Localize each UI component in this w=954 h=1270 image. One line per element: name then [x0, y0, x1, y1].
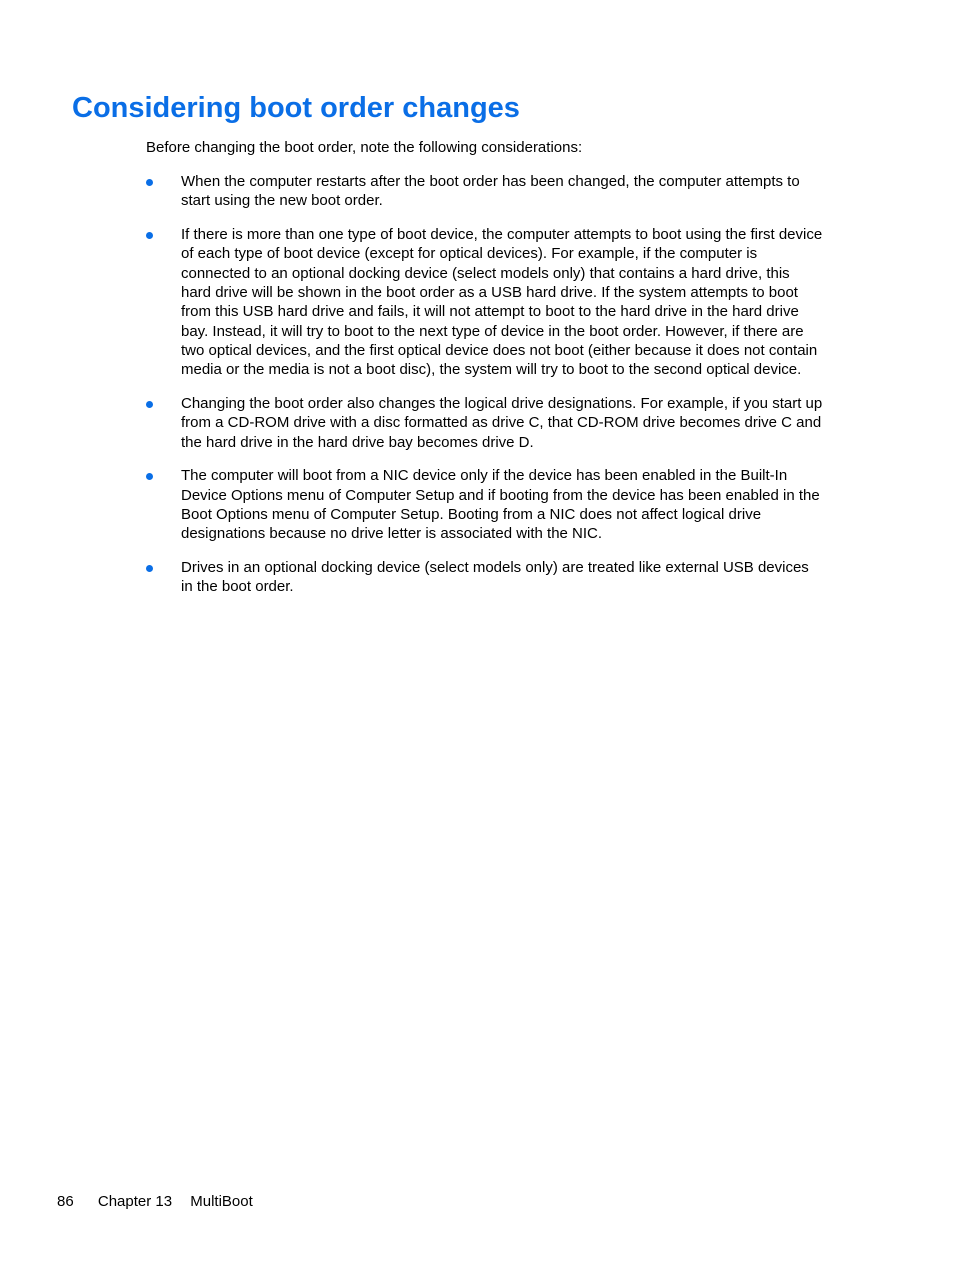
- text-line: Drives in an optional docking device (select models only) are treated like external USB devices: [181, 559, 809, 577]
- text-line: If there is more than one type of boot device, the computer attempts to boot using the first device: [181, 226, 823, 244]
- list-item-text: [181, 466, 871, 543]
- text-line: media or the media is not a boot disc), the system will try to boot to the second optical device.: [181, 361, 802, 379]
- page-number: 86: [57, 1193, 74, 1210]
- page-footer: [57, 1192, 253, 1211]
- considerations-list: [0, 172, 954, 611]
- text-line: in the boot order.: [181, 578, 294, 596]
- list-item-text: [181, 394, 871, 452]
- text-line: connected to an optional docking device (select models only) that contains a hard drive, this: [181, 264, 790, 282]
- text-line: Changing the boot order also changes the logical drive designations. For example, if you start up: [181, 394, 823, 412]
- bullet-icon: [146, 232, 153, 239]
- page-title: Considering boot order changes: [72, 92, 520, 124]
- bullet-icon: [146, 565, 153, 572]
- list-item: [0, 394, 954, 452]
- text-line: When the computer restarts after the boot order has been changed, the computer attempts to: [181, 173, 800, 190]
- text-line: from this USB hard drive and fails, it will not attempt to boot to the hard drive in the hard drive: [181, 303, 799, 321]
- text-line: of each type of boot device (except for optical devices). For example, if the computer is: [181, 245, 758, 263]
- text-line: The computer will boot from a NIC device only if the device has been enabled in the Built-In: [181, 467, 788, 485]
- list-item-text: [181, 225, 871, 379]
- bullet-icon: [146, 401, 153, 408]
- list-item-text: [181, 558, 871, 597]
- list-item-text: [181, 172, 871, 211]
- list-item: [0, 172, 954, 211]
- text-line: two optical devices, and the first optical device does not boot (either because it does not contain: [181, 341, 818, 359]
- text-line: hard drive will be shown in the boot order as a USB hard drive. If the system attempts to boot: [181, 283, 798, 301]
- text-line: designations because no drive letter is associated with the NIC.: [181, 525, 603, 543]
- bullet-icon: [146, 473, 153, 480]
- text-line: start using the new boot order.: [181, 192, 383, 210]
- list-item: [0, 225, 954, 379]
- text-line: Boot Options menu of Computer Setup. Booting from a NIC does not affect logical drive: [181, 505, 762, 523]
- text-line: bay. Instead, it will try to boot to the next type of device in the boot order. However, if there are: [181, 322, 804, 340]
- list-item: [0, 466, 954, 543]
- chapter-label: Chapter 13: [97, 1193, 173, 1210]
- text-line: Device Options menu of Computer Setup and if booting from the device has been enabled in the: [181, 486, 820, 504]
- section-label: MultiBoot: [190, 1193, 253, 1210]
- intro-paragraph: Before changing the boot order, note the following considerations:: [146, 139, 583, 156]
- list-item: [0, 558, 954, 597]
- text-line: the hard drive in the hard drive bay becomes drive D.: [181, 433, 534, 451]
- bullet-icon: [146, 179, 153, 186]
- text-line: from a CD-ROM drive with a disc formatted as drive C, that CD-ROM drive becomes drive C and: [181, 414, 822, 432]
